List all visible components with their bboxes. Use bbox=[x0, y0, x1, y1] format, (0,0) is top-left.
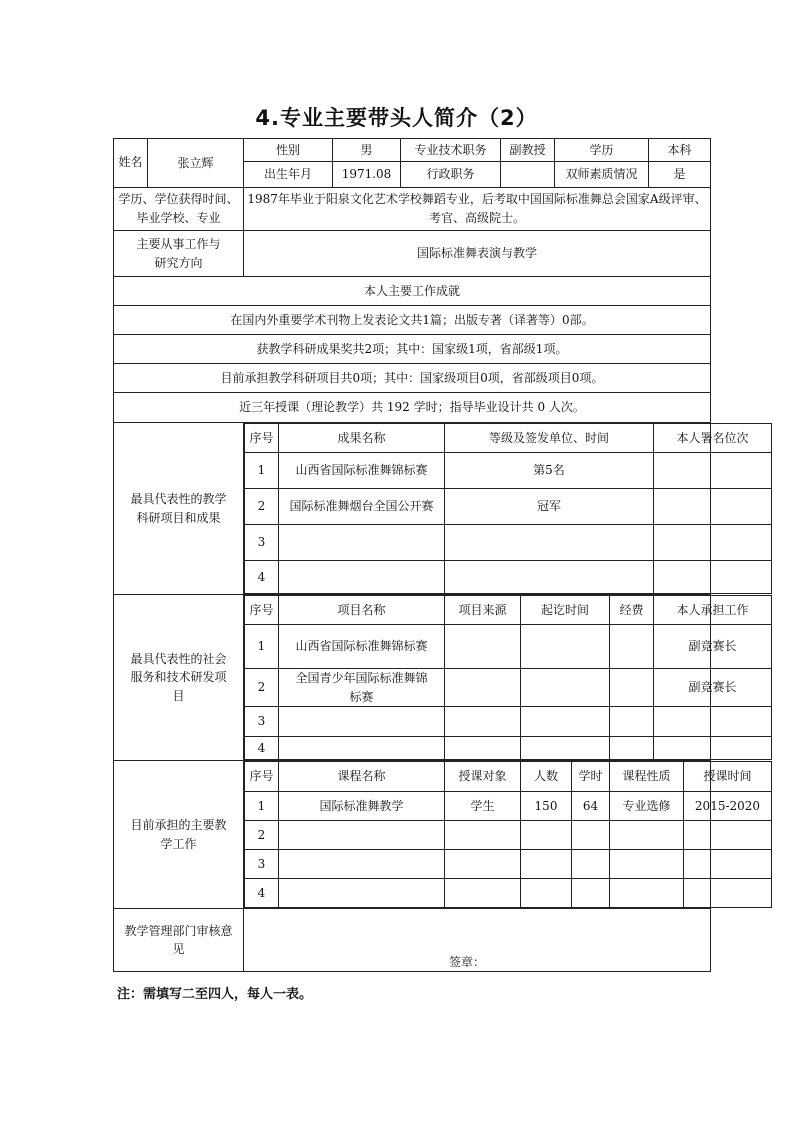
admin-title-label: 行政职务 bbox=[401, 162, 501, 188]
table-cell bbox=[610, 850, 684, 879]
research-label: 主要从事工作与研究方向 bbox=[114, 231, 244, 277]
dual-qualification-label: 双师素质情况 bbox=[555, 162, 649, 188]
table-cell bbox=[445, 821, 521, 850]
table-cell: 150 bbox=[521, 792, 572, 821]
table-cell: 全国青少年国际标准舞锦标赛 bbox=[279, 669, 445, 707]
table-cell bbox=[279, 561, 445, 594]
table-cell bbox=[521, 821, 572, 850]
achievements-header: 本人主要工作成就 bbox=[114, 277, 711, 306]
table-cell bbox=[654, 561, 772, 594]
table-cell: 国际标准舞教学 bbox=[279, 792, 445, 821]
social-projects-table bbox=[244, 595, 772, 760]
table-row bbox=[245, 821, 772, 850]
table-row bbox=[245, 850, 772, 879]
social-projects-label: 最具代表性的社会服务和技术研发项目 bbox=[114, 595, 244, 761]
row-index: 2 bbox=[245, 821, 279, 850]
achievement-line: 获教学科研成果奖共2项；其中：国家级1项，省部级1项。 bbox=[114, 335, 711, 364]
table-row bbox=[245, 737, 772, 760]
row-index: 2 bbox=[245, 489, 279, 525]
achievement-line: 目前承担教学科研项目共0项；其中：国家级项目0项，省部级项目0项。 bbox=[114, 364, 711, 393]
table-cell: 国际标准舞烟台全国公开赛 bbox=[279, 489, 445, 525]
birth-value: 1971.08 bbox=[333, 162, 401, 188]
table-header: 课程名称 bbox=[279, 762, 445, 792]
table-header: 授课对象 bbox=[445, 762, 521, 792]
table-cell: 山西省国际标准舞锦标赛 bbox=[279, 625, 445, 669]
table-cell bbox=[610, 737, 654, 760]
row-index: 3 bbox=[245, 525, 279, 561]
teaching-table bbox=[244, 761, 772, 908]
table-header: 等级及签发单位、时间 bbox=[445, 424, 654, 453]
table-cell bbox=[521, 707, 610, 737]
education-label: 学历 bbox=[555, 139, 649, 162]
table-header: 授课时间 bbox=[684, 762, 772, 792]
table-cell bbox=[521, 625, 610, 669]
rep-projects-table bbox=[244, 423, 772, 594]
table-cell: 副竞赛长 bbox=[654, 669, 772, 707]
table-cell bbox=[610, 879, 684, 908]
table-cell bbox=[521, 737, 610, 760]
table-header: 经费 bbox=[610, 596, 654, 625]
table-header: 项目名称 bbox=[279, 596, 445, 625]
table-cell bbox=[654, 489, 772, 525]
table-header: 序号 bbox=[245, 596, 279, 625]
table-cell bbox=[572, 879, 610, 908]
table-cell bbox=[684, 850, 772, 879]
table-cell bbox=[445, 561, 654, 594]
table-cell bbox=[279, 525, 445, 561]
table-cell bbox=[684, 821, 772, 850]
table-header: 起讫时间 bbox=[521, 596, 610, 625]
degree-value: 1987年毕业于阳泉文化艺术学校舞蹈专业，后考取中国国际标准舞总会国家A级评审、考官、高级院士。 bbox=[244, 188, 711, 231]
tech-title-label: 专业技术职务 bbox=[401, 139, 501, 162]
table-header: 课程性质 bbox=[610, 762, 684, 792]
table-header: 本人署名位次 bbox=[654, 424, 772, 453]
table-header: 人数 bbox=[521, 762, 572, 792]
table-cell bbox=[610, 821, 684, 850]
table-cell: 64 bbox=[572, 792, 610, 821]
row-index: 1 bbox=[245, 625, 279, 669]
table-cell bbox=[610, 625, 654, 669]
table-cell bbox=[610, 669, 654, 707]
table-cell bbox=[654, 707, 772, 737]
table-cell bbox=[445, 737, 521, 760]
row-index: 2 bbox=[245, 669, 279, 707]
table-cell bbox=[279, 737, 445, 760]
table-header: 学时 bbox=[572, 762, 610, 792]
table-row bbox=[245, 489, 772, 525]
table-cell bbox=[445, 669, 521, 707]
table-row bbox=[245, 561, 772, 594]
table-cell bbox=[445, 625, 521, 669]
table-header: 项目来源 bbox=[445, 596, 521, 625]
table-cell bbox=[610, 707, 654, 737]
table-cell bbox=[521, 669, 610, 707]
table-cell bbox=[279, 879, 445, 908]
table-cell: 副竞赛长 bbox=[654, 625, 772, 669]
page-title: 4.专业主要带头人简介（2） bbox=[255, 106, 538, 130]
name-label: 姓名 bbox=[114, 139, 148, 188]
table-cell bbox=[654, 453, 772, 489]
table-row bbox=[245, 525, 772, 561]
row-index: 4 bbox=[245, 879, 279, 908]
row-index: 3 bbox=[245, 850, 279, 879]
table-cell bbox=[572, 821, 610, 850]
table-header: 成果名称 bbox=[279, 424, 445, 453]
row-index: 1 bbox=[245, 453, 279, 489]
table-cell bbox=[445, 707, 521, 737]
row-index: 3 bbox=[245, 707, 279, 737]
table-cell bbox=[279, 850, 445, 879]
row-index: 4 bbox=[245, 737, 279, 760]
table-cell bbox=[445, 525, 654, 561]
rep-projects-label: 最具代表性的教学科研项目和成果 bbox=[114, 423, 244, 595]
dual-qualification-value: 是 bbox=[649, 162, 711, 188]
signature-label: 签章： bbox=[448, 954, 485, 969]
table-cell: 冠军 bbox=[445, 489, 654, 525]
table-row bbox=[245, 625, 772, 669]
review-label: 教学管理部门审核意见 bbox=[114, 909, 244, 972]
table-row bbox=[245, 792, 772, 821]
table-cell: 专业选修 bbox=[610, 792, 684, 821]
row-index: 1 bbox=[245, 792, 279, 821]
birth-label: 出生年月 bbox=[244, 162, 333, 188]
footnote: 注：需填写二至四人，每人一表。 bbox=[117, 987, 313, 1002]
table-row bbox=[245, 669, 772, 707]
admin-title-value bbox=[501, 162, 555, 188]
table-row bbox=[245, 707, 772, 737]
table-header: 序号 bbox=[245, 762, 279, 792]
table-cell bbox=[445, 850, 521, 879]
table-cell bbox=[572, 850, 610, 879]
table-cell bbox=[684, 879, 772, 908]
table-cell: 学生 bbox=[445, 792, 521, 821]
education-value: 本科 bbox=[649, 139, 711, 162]
table-cell: 第5名 bbox=[445, 453, 654, 489]
table-cell bbox=[654, 737, 772, 760]
row-index: 4 bbox=[245, 561, 279, 594]
table-row bbox=[245, 453, 772, 489]
review-opinion-field[interactable] bbox=[244, 909, 711, 972]
table-cell: 山西省国际标准舞锦标赛 bbox=[279, 453, 445, 489]
teaching-label: 目前承担的主要教学工作 bbox=[114, 761, 244, 909]
table-cell bbox=[279, 821, 445, 850]
table-cell bbox=[279, 707, 445, 737]
table-cell: 2015-2020 bbox=[684, 792, 772, 821]
research-value: 国际标准舞表演与教学 bbox=[244, 231, 711, 277]
table-cell bbox=[654, 525, 772, 561]
achievement-line: 在国内外重要学术刊物上发表论文共1篇；出版专著（译著等）0部。 bbox=[114, 306, 711, 335]
tech-title-value: 副教授 bbox=[501, 139, 555, 162]
gender-label: 性别 bbox=[244, 139, 333, 162]
table-cell bbox=[521, 879, 572, 908]
table-row bbox=[245, 879, 772, 908]
degree-label: 学历、学位获得时间、毕业学校、专业 bbox=[114, 188, 244, 231]
profile-form bbox=[113, 138, 761, 972]
table-cell bbox=[445, 879, 521, 908]
table-cell bbox=[521, 850, 572, 879]
gender-value: 男 bbox=[333, 139, 401, 162]
name-value: 张立辉 bbox=[148, 139, 244, 188]
table-header: 本人承担工作 bbox=[654, 596, 772, 625]
achievement-line: 近三年授课（理论教学）共 192 学时；指导毕业设计共 0 人次。 bbox=[114, 393, 711, 423]
table-header: 序号 bbox=[245, 424, 279, 453]
